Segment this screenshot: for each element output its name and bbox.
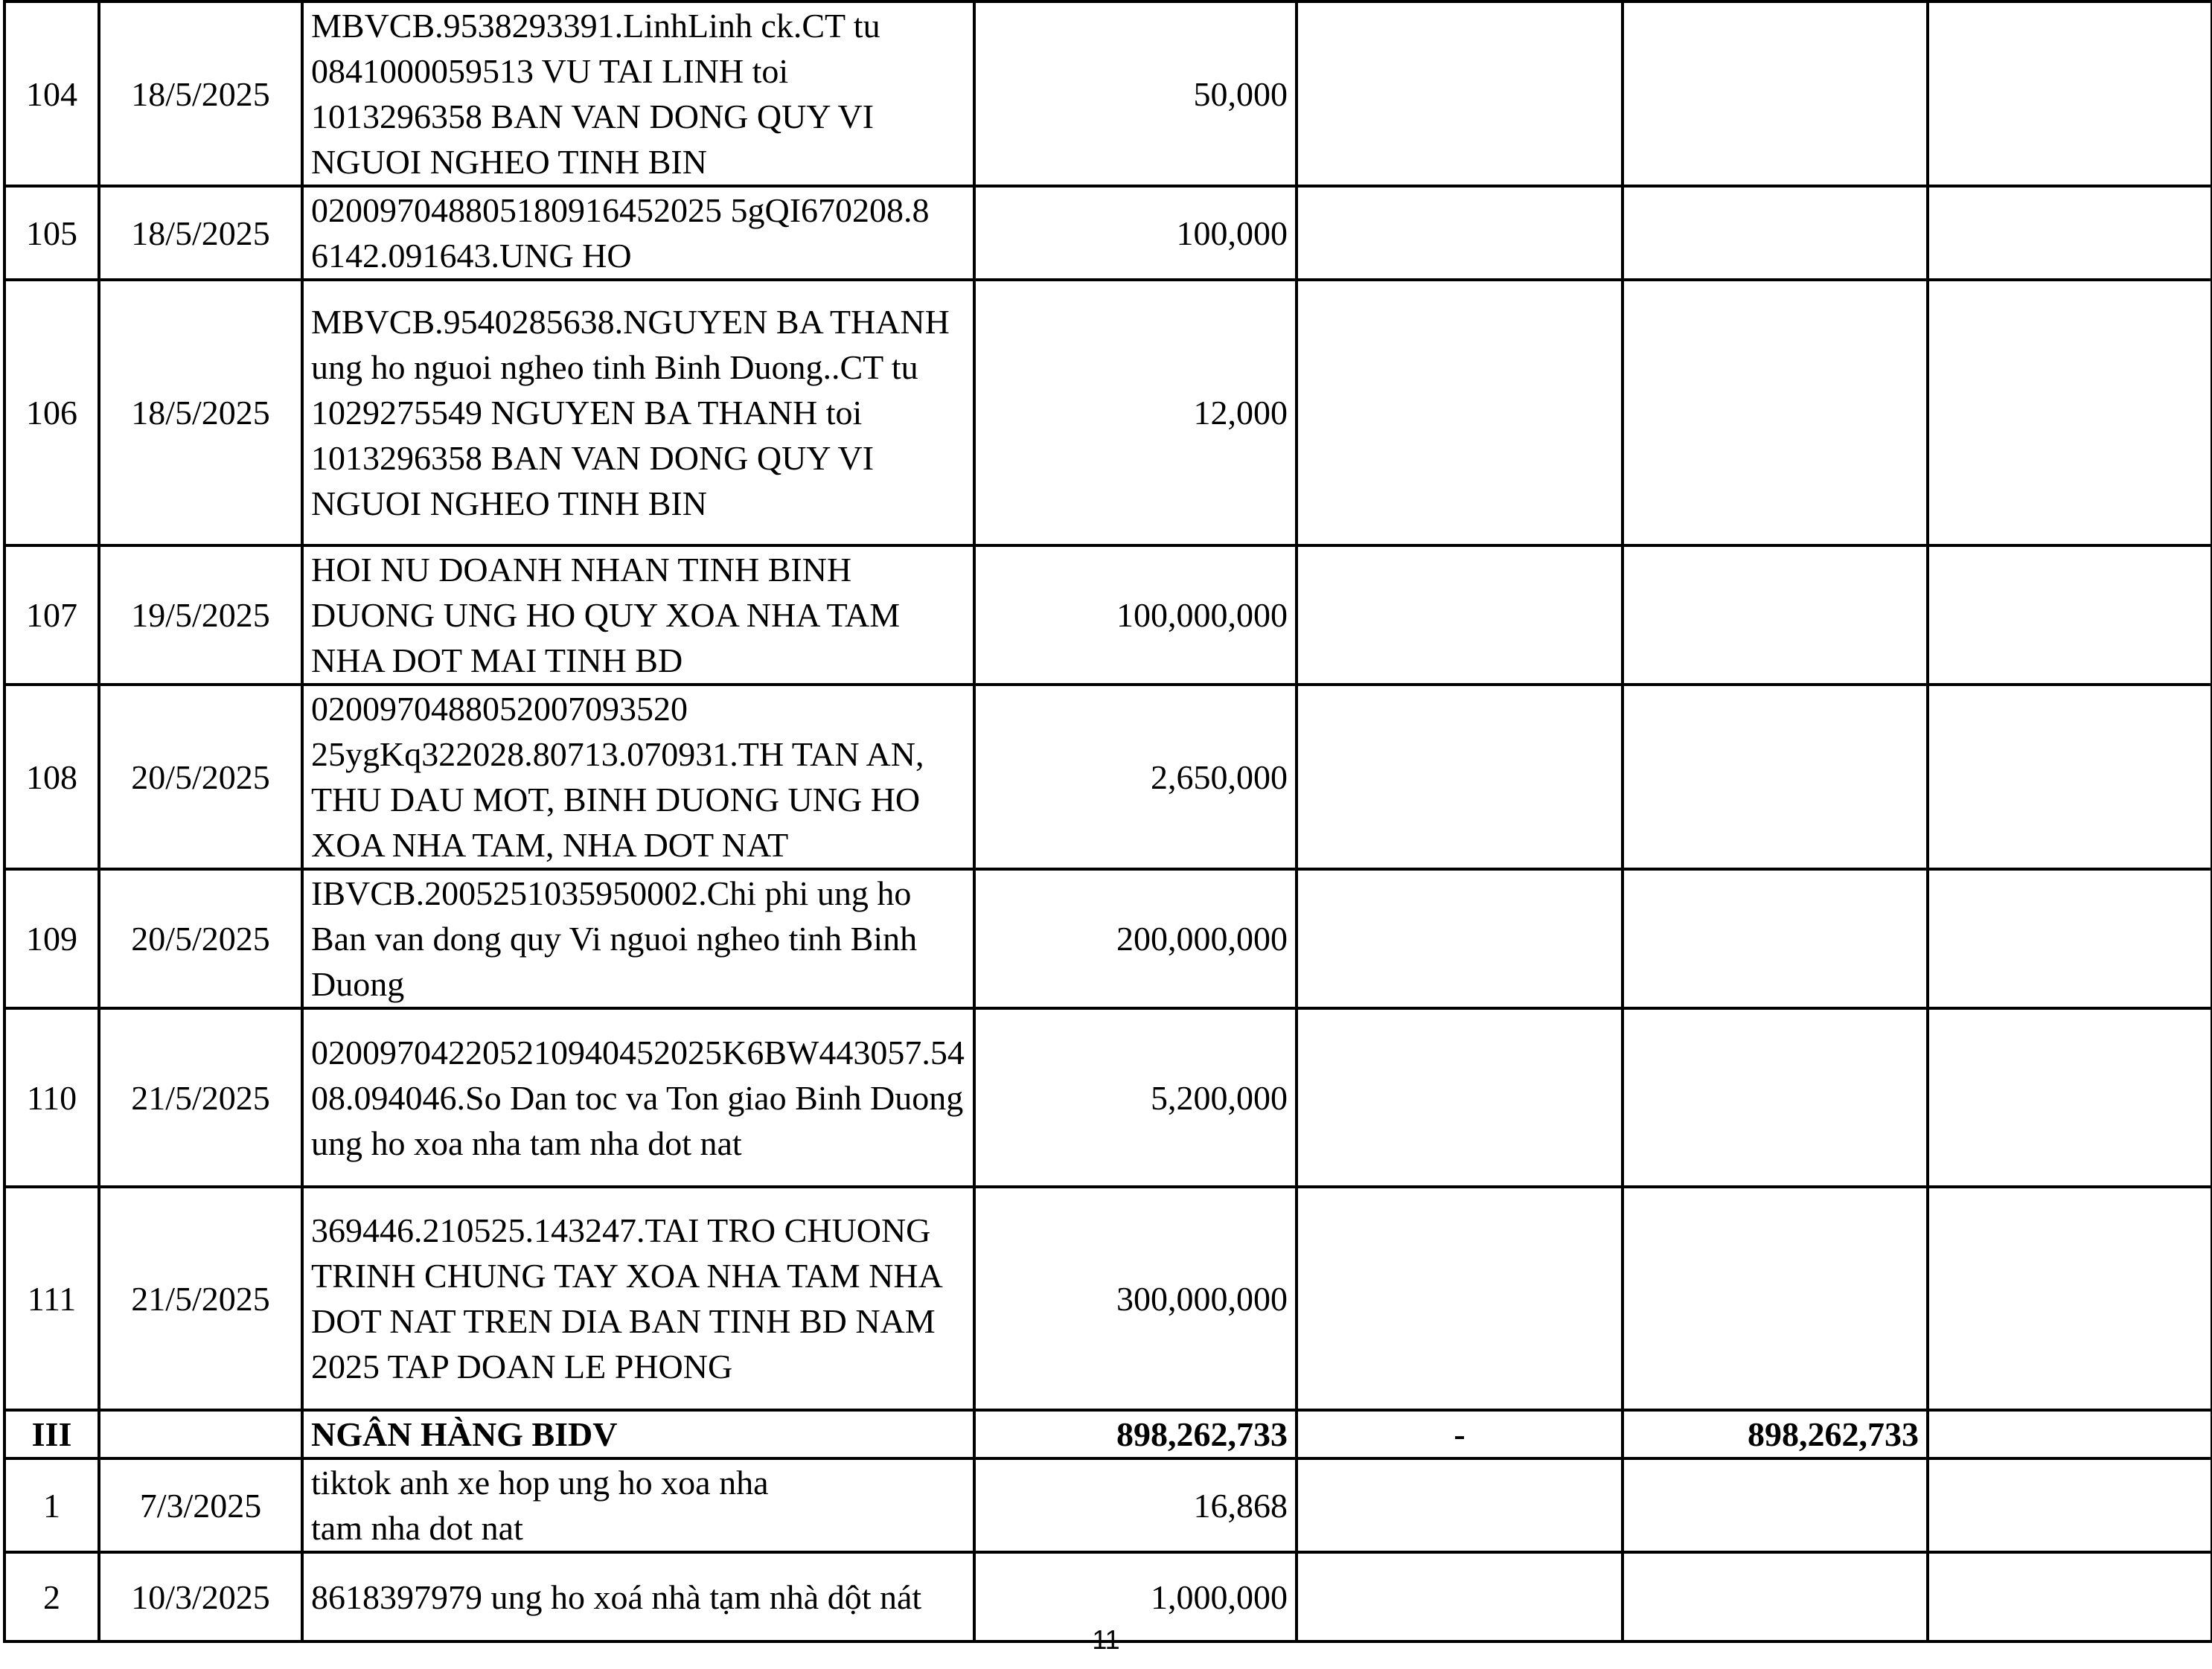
row-date: 18/5/2025 [99, 1, 302, 186]
row-col5 [1297, 1458, 1623, 1552]
table-row [4, 1, 2212, 186]
ledger-body [4, 1, 2212, 1641]
row-col6 [1623, 1, 1928, 186]
row-amount: 100,000,000 [974, 545, 1297, 685]
row-col5 [1297, 186, 1623, 280]
row-col6 [1623, 186, 1928, 280]
section-col7 [1928, 1410, 2212, 1458]
row-col6 [1623, 869, 1928, 1008]
section-amount: 898,262,733 [974, 1410, 1297, 1458]
row-col6 [1623, 1008, 1928, 1187]
row-col5 [1297, 280, 1623, 545]
row-col7 [1928, 869, 2212, 1008]
table-row [4, 869, 2212, 1008]
row-col5 [1297, 1187, 1623, 1410]
row-col5 [1297, 1008, 1623, 1187]
row-number: 104 [4, 1, 99, 186]
row-col6 [1623, 280, 1928, 545]
row-col7 [1928, 1187, 2212, 1410]
table-row [4, 1187, 2212, 1410]
row-col6 [1623, 1458, 1928, 1552]
row-number: 111 [4, 1187, 99, 1410]
row-col7 [1928, 545, 2212, 685]
row-description: 020097048805180916452025 5gQI670208.8 6142.091643.UNG HO [302, 186, 974, 280]
row-date: 20/5/2025 [99, 685, 302, 869]
row-number: 105 [4, 186, 99, 280]
section-col6: 898,262,733 [1623, 1410, 1928, 1458]
row-amount: 50,000 [974, 1, 1297, 186]
row-col7 [1928, 280, 2212, 545]
row-col5 [1297, 869, 1623, 1008]
section-header-row [4, 1410, 2212, 1458]
row-date: 18/5/2025 [99, 186, 302, 280]
row-col7 [1928, 685, 2212, 869]
row-description: 020097042205210940452025K6BW443057.5408.094046.So Dan toc va Ton giao Binh Duong ung ho xoa nha tam nha dot nat [302, 1008, 974, 1187]
section-title: NGÂN HÀNG BIDV [302, 1410, 974, 1458]
row-amount: 12,000 [974, 280, 1297, 545]
table-row [4, 1458, 2212, 1552]
row-col7 [1928, 1458, 2212, 1552]
row-date: 21/5/2025 [99, 1008, 302, 1187]
row-number: 1 [4, 1458, 99, 1552]
row-date: 10/3/2025 [99, 1552, 302, 1641]
row-col5 [1297, 545, 1623, 685]
row-description: 0200970488052007093520​25ygKq322028.80713.070931.TH TAN AN, THU DAU MOT, BINH DUONG UNG HO XOA NHA TAM, NHA DOT NAT [302, 685, 974, 869]
donation-ledger-table [3, 0, 2212, 1643]
section-col5: - [1297, 1410, 1623, 1458]
row-number: 106 [4, 280, 99, 545]
row-number: 107 [4, 545, 99, 685]
row-col7 [1928, 1008, 2212, 1187]
row-col6 [1623, 545, 1928, 685]
row-description: IBVCB.2005251035950002.Chi phi ung ho Ban van dong quy Vi nguoi ngheo tinh Binh Duong [302, 869, 974, 1008]
row-description: 8618397979 ung ho xoá nhà tạm nhà dột nát [302, 1552, 974, 1641]
row-col7 [1928, 186, 2212, 280]
row-amount: 5,200,000 [974, 1008, 1297, 1187]
row-date: 21/5/2025 [99, 1187, 302, 1410]
row-number: 109 [4, 869, 99, 1008]
section-number: III [4, 1410, 99, 1458]
row-amount: 1,000,000 [974, 1552, 1297, 1641]
row-description: MBVCB.9538293391.LinhLinh ck.CT tu 0841000059513 VU TAI LINH toi 1013296358 BAN VAN DONG QUY VI NGUOI NGHEO TINH BIN [302, 1, 974, 186]
row-amount: 300,000,000 [974, 1187, 1297, 1410]
row-number: 110 [4, 1008, 99, 1187]
row-col5 [1297, 685, 1623, 869]
table-row [4, 545, 2212, 685]
row-number: 108 [4, 685, 99, 869]
row-date: 20/5/2025 [99, 869, 302, 1008]
row-date: 7/3/2025 [99, 1458, 302, 1552]
row-amount: 200,000,000 [974, 869, 1297, 1008]
row-col6 [1623, 1187, 1928, 1410]
row-description: HOI NU DOANH NHAN TINH BINH DUONG UNG HO QUY XOA NHA TAM NHA DOT MAI TINH BD [302, 545, 974, 685]
row-col7 [1928, 1, 2212, 186]
table-row [4, 685, 2212, 869]
row-date: 18/5/2025 [99, 280, 302, 545]
row-date: 19/5/2025 [99, 545, 302, 685]
row-number: 2 [4, 1552, 99, 1641]
row-description: 369446.210525.143247.TAI TRO CHUONG TRINH CHUNG TAY XOA NHA TAM NHA DOT NAT TREN DIA BAN TINH BD NAM 2025 TAP DOAN LE PHONG [302, 1187, 974, 1410]
row-amount: 16,868 [974, 1458, 1297, 1552]
page-number: 11 [1092, 1624, 1120, 1655]
table-row [4, 186, 2212, 280]
table-row [4, 1008, 2212, 1187]
row-col6 [1623, 685, 1928, 869]
row-amount: 2,650,000 [974, 685, 1297, 869]
table-row [4, 280, 2212, 545]
row-col5 [1297, 1, 1623, 186]
row-description: tiktok anh xe hop ung ho xoa nha tam nha dot nat [302, 1458, 974, 1552]
row-description: MBVCB.9540285638.NGUYEN BA THANH ung ho nguoi ngheo tinh Binh Duong..CT tu 1029275549 NGUYEN BA THANH toi 1013296358 BAN VAN DONG QUY VI NGUOI NGHEO TINH BIN [302, 280, 974, 545]
row-amount: 100,000 [974, 186, 1297, 280]
row-date [99, 1410, 302, 1458]
